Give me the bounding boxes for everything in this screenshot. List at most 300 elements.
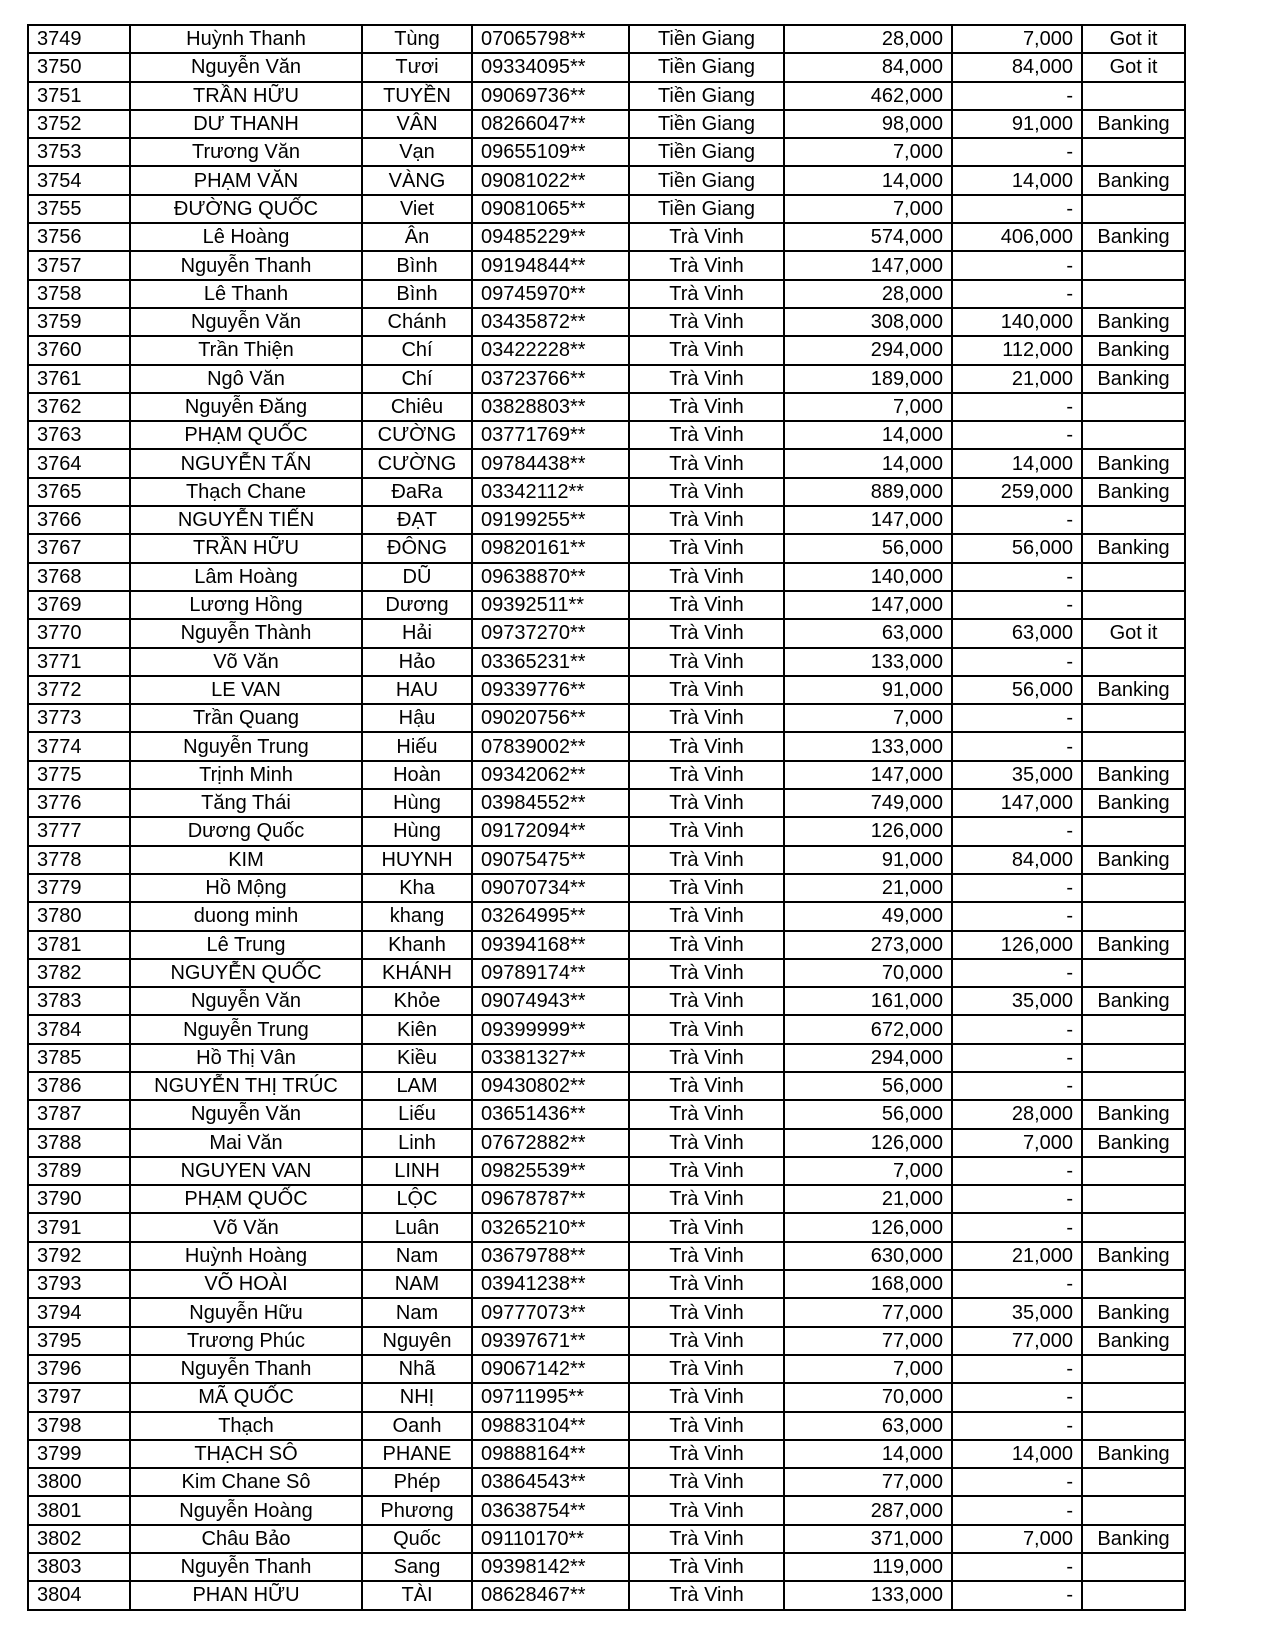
given-name-cell: CƯỜNG: [362, 449, 472, 477]
method-cell: [1082, 648, 1185, 676]
surname-cell: Trương Phúc: [130, 1327, 362, 1355]
province-cell: Trà Vinh: [629, 1496, 784, 1524]
phone-cell: 03365231**: [472, 648, 629, 676]
table-row: [28, 1355, 1185, 1383]
given-name-cell: ĐaRa: [362, 478, 472, 506]
province-cell: Trà Vinh: [629, 1355, 784, 1383]
method-cell: Banking: [1082, 223, 1185, 251]
table-row: [28, 223, 1185, 251]
table-row: [28, 648, 1185, 676]
paid-cell: -: [952, 1044, 1082, 1072]
method-cell: Banking: [1082, 449, 1185, 477]
phone-cell: 09110170**: [472, 1525, 629, 1553]
row-number-cell: 3775: [28, 761, 130, 789]
surname-cell: Huỳnh Thanh: [130, 25, 362, 53]
phone-cell: 03771769**: [472, 421, 629, 449]
table-row: [28, 1129, 1185, 1157]
table-row: [28, 1581, 1185, 1609]
paid-cell: -: [952, 1412, 1082, 1440]
method-cell: [1082, 817, 1185, 845]
province-cell: Trà Vinh: [629, 761, 784, 789]
amount-cell: 14,000: [784, 166, 952, 194]
surname-cell: Lê Hoàng: [130, 223, 362, 251]
given-name-cell: Oanh: [362, 1412, 472, 1440]
paid-cell: -: [952, 591, 1082, 619]
amount-cell: 91,000: [784, 676, 952, 704]
province-cell: Trà Vinh: [629, 336, 784, 364]
province-cell: Trà Vinh: [629, 1213, 784, 1241]
method-cell: [1082, 1496, 1185, 1524]
province-cell: Trà Vinh: [629, 1525, 784, 1553]
table-row: [28, 506, 1185, 534]
paid-cell: -: [952, 704, 1082, 732]
province-cell: Trà Vinh: [629, 1553, 784, 1581]
given-name-cell: LỘC: [362, 1185, 472, 1213]
province-cell: Trà Vinh: [629, 817, 784, 845]
given-name-cell: Luân: [362, 1213, 472, 1241]
amount-cell: 21,000: [784, 874, 952, 902]
given-name-cell: TUYỀN: [362, 82, 472, 110]
phone-cell: 09172094**: [472, 817, 629, 845]
given-name-cell: TÀI: [362, 1581, 472, 1609]
amount-cell: 287,000: [784, 1496, 952, 1524]
amount-cell: 147,000: [784, 761, 952, 789]
table-row: [28, 987, 1185, 1015]
row-number-cell: 3765: [28, 478, 130, 506]
given-name-cell: Hảo: [362, 648, 472, 676]
surname-cell: Kim Chane Sô: [130, 1468, 362, 1496]
paid-cell: 406,000: [952, 223, 1082, 251]
amount-cell: 294,000: [784, 1044, 952, 1072]
paid-cell: 259,000: [952, 478, 1082, 506]
amount-cell: 21,000: [784, 1185, 952, 1213]
row-number-cell: 3777: [28, 817, 130, 845]
phone-cell: 09394168**: [472, 931, 629, 959]
paid-cell: -: [952, 1553, 1082, 1581]
surname-cell: Nguyễn Văn: [130, 1100, 362, 1128]
amount-cell: 672,000: [784, 1015, 952, 1043]
surname-cell: TRẦN HỮU: [130, 534, 362, 562]
table-row: [28, 1553, 1185, 1581]
amount-cell: 14,000: [784, 421, 952, 449]
surname-cell: NGUYỄN THỊ TRÚC: [130, 1072, 362, 1100]
phone-cell: 09789174**: [472, 959, 629, 987]
amount-cell: 126,000: [784, 817, 952, 845]
given-name-cell: Kiên: [362, 1015, 472, 1043]
table-row: [28, 1327, 1185, 1355]
surname-cell: Trịnh Minh: [130, 761, 362, 789]
paid-cell: -: [952, 82, 1082, 110]
row-number-cell: 3782: [28, 959, 130, 987]
province-cell: Trà Vinh: [629, 1129, 784, 1157]
province-cell: Trà Vinh: [629, 1412, 784, 1440]
surname-cell: Châu Bảo: [130, 1525, 362, 1553]
surname-cell: Nguyễn Đăng: [130, 393, 362, 421]
row-number-cell: 3787: [28, 1100, 130, 1128]
table-row: [28, 732, 1185, 760]
paid-cell: -: [952, 1072, 1082, 1100]
surname-cell: Thạch Chane: [130, 478, 362, 506]
paid-cell: -: [952, 1213, 1082, 1241]
province-cell: Tiền Giang: [629, 110, 784, 138]
method-cell: Banking: [1082, 1327, 1185, 1355]
paid-cell: -: [952, 732, 1082, 760]
surname-cell: NGUYỄN TIẾN: [130, 506, 362, 534]
given-name-cell: Bình: [362, 280, 472, 308]
row-number-cell: 3796: [28, 1355, 130, 1383]
method-cell: [1082, 874, 1185, 902]
phone-cell: 09069736**: [472, 82, 629, 110]
province-cell: Trà Vinh: [629, 563, 784, 591]
province-cell: Trà Vinh: [629, 1185, 784, 1213]
amount-cell: 630,000: [784, 1242, 952, 1270]
table-row: [28, 789, 1185, 817]
table-row: [28, 1525, 1185, 1553]
phone-cell: 09020756**: [472, 704, 629, 732]
row-number-cell: 3776: [28, 789, 130, 817]
method-cell: [1082, 902, 1185, 930]
province-cell: Trà Vinh: [629, 1242, 784, 1270]
row-number-cell: 3791: [28, 1213, 130, 1241]
amount-cell: 63,000: [784, 1412, 952, 1440]
method-cell: Banking: [1082, 987, 1185, 1015]
method-cell: [1082, 1355, 1185, 1383]
amount-cell: 119,000: [784, 1553, 952, 1581]
row-number-cell: 3769: [28, 591, 130, 619]
province-cell: Trà Vinh: [629, 1383, 784, 1411]
given-name-cell: Tươi: [362, 53, 472, 81]
given-name-cell: VÂN: [362, 110, 472, 138]
province-cell: Trà Vinh: [629, 732, 784, 760]
surname-cell: Lương Hồng: [130, 591, 362, 619]
paid-cell: -: [952, 1383, 1082, 1411]
table-row: [28, 761, 1185, 789]
row-number-cell: 3783: [28, 987, 130, 1015]
province-cell: Trà Vinh: [629, 1072, 784, 1100]
method-cell: Banking: [1082, 1242, 1185, 1270]
surname-cell: Lê Trung: [130, 931, 362, 959]
phone-cell: 09638870**: [472, 563, 629, 591]
table-row: [28, 1213, 1185, 1241]
row-number-cell: 3774: [28, 732, 130, 760]
row-number-cell: 3781: [28, 931, 130, 959]
row-number-cell: 3770: [28, 619, 130, 647]
row-number-cell: 3756: [28, 223, 130, 251]
province-cell: Trà Vinh: [629, 1298, 784, 1326]
given-name-cell: Phép: [362, 1468, 472, 1496]
province-cell: Tiền Giang: [629, 138, 784, 166]
province-cell: Trà Vinh: [629, 251, 784, 279]
table-row: [28, 846, 1185, 874]
surname-cell: TRẦN HỮU: [130, 82, 362, 110]
surname-cell: Nguyễn Văn: [130, 987, 362, 1015]
method-cell: [1082, 732, 1185, 760]
paid-cell: 14,000: [952, 166, 1082, 194]
amount-cell: 7,000: [784, 1157, 952, 1185]
method-cell: Banking: [1082, 846, 1185, 874]
amount-cell: 168,000: [784, 1270, 952, 1298]
surname-cell: Võ Văn: [130, 648, 362, 676]
province-cell: Trà Vinh: [629, 1327, 784, 1355]
row-number-cell: 3799: [28, 1440, 130, 1468]
surname-cell: ĐƯỜNG QUỐC: [130, 195, 362, 223]
method-cell: Banking: [1082, 478, 1185, 506]
given-name-cell: DŨ: [362, 563, 472, 591]
method-cell: Banking: [1082, 1100, 1185, 1128]
surname-cell: Trần Thiện: [130, 336, 362, 364]
paid-cell: -: [952, 1468, 1082, 1496]
paid-cell: -: [952, 959, 1082, 987]
phone-cell: 03422228**: [472, 336, 629, 364]
amount-cell: 7,000: [784, 1355, 952, 1383]
amount-cell: 7,000: [784, 138, 952, 166]
paid-cell: 112,000: [952, 336, 1082, 364]
table-row: [28, 1383, 1185, 1411]
method-cell: [1082, 1383, 1185, 1411]
amount-cell: 308,000: [784, 308, 952, 336]
row-number-cell: 3793: [28, 1270, 130, 1298]
given-name-cell: Kiều: [362, 1044, 472, 1072]
amount-cell: 7,000: [784, 704, 952, 732]
row-number-cell: 3766: [28, 506, 130, 534]
amount-cell: 140,000: [784, 563, 952, 591]
phone-cell: 03435872**: [472, 308, 629, 336]
surname-cell: DƯ THANH: [130, 110, 362, 138]
amount-cell: 77,000: [784, 1327, 952, 1355]
given-name-cell: Khanh: [362, 931, 472, 959]
given-name-cell: Linh: [362, 1129, 472, 1157]
paid-cell: -: [952, 195, 1082, 223]
paid-cell: -: [952, 902, 1082, 930]
table-row: [28, 1496, 1185, 1524]
paid-cell: 126,000: [952, 931, 1082, 959]
method-cell: [1082, 393, 1185, 421]
paid-cell: 7,000: [952, 1525, 1082, 1553]
phone-cell: 09430802**: [472, 1072, 629, 1100]
table-row: [28, 676, 1185, 704]
method-cell: [1082, 704, 1185, 732]
given-name-cell: Nguyên: [362, 1327, 472, 1355]
phone-cell: 09678787**: [472, 1185, 629, 1213]
paid-cell: -: [952, 393, 1082, 421]
method-cell: Banking: [1082, 336, 1185, 364]
surname-cell: MÃ QUỐC: [130, 1383, 362, 1411]
paid-cell: 147,000: [952, 789, 1082, 817]
paid-cell: 14,000: [952, 449, 1082, 477]
method-cell: Banking: [1082, 1525, 1185, 1553]
given-name-cell: NAM: [362, 1270, 472, 1298]
table-row: [28, 308, 1185, 336]
province-cell: Trà Vinh: [629, 1468, 784, 1496]
amount-cell: 126,000: [784, 1213, 952, 1241]
province-cell: Trà Vinh: [629, 1581, 784, 1609]
method-cell: Banking: [1082, 1129, 1185, 1157]
province-cell: Trà Vinh: [629, 1100, 784, 1128]
paid-cell: -: [952, 280, 1082, 308]
row-number-cell: 3804: [28, 1581, 130, 1609]
method-cell: [1082, 1468, 1185, 1496]
amount-cell: 28,000: [784, 280, 952, 308]
province-cell: Trà Vinh: [629, 223, 784, 251]
amount-cell: 91,000: [784, 846, 952, 874]
phone-cell: 09081065**: [472, 195, 629, 223]
table-row: [28, 1015, 1185, 1043]
phone-cell: 07672882**: [472, 1129, 629, 1157]
method-cell: [1082, 421, 1185, 449]
paid-cell: -: [952, 1581, 1082, 1609]
method-cell: Banking: [1082, 1440, 1185, 1468]
amount-cell: 189,000: [784, 365, 952, 393]
paid-cell: -: [952, 506, 1082, 534]
province-cell: Trà Vinh: [629, 1440, 784, 1468]
amount-cell: 371,000: [784, 1525, 952, 1553]
given-name-cell: Chiêu: [362, 393, 472, 421]
phone-cell: 03264995**: [472, 902, 629, 930]
phone-cell: 03723766**: [472, 365, 629, 393]
paid-cell: 84,000: [952, 846, 1082, 874]
row-number-cell: 3797: [28, 1383, 130, 1411]
phone-cell: 09075475**: [472, 846, 629, 874]
surname-cell: Trương Văn: [130, 138, 362, 166]
table-row: [28, 902, 1185, 930]
given-name-cell: KHÁNH: [362, 959, 472, 987]
table-row: [28, 534, 1185, 562]
surname-cell: NGUYỄN QUỐC: [130, 959, 362, 987]
table-row: [28, 1242, 1185, 1270]
table-row: [28, 1100, 1185, 1128]
amount-cell: 70,000: [784, 1383, 952, 1411]
given-name-cell: Chánh: [362, 308, 472, 336]
surname-cell: PHẠM VĂN: [130, 166, 362, 194]
province-cell: Trà Vinh: [629, 676, 784, 704]
surname-cell: Nguyễn Hữu: [130, 1298, 362, 1326]
method-cell: Banking: [1082, 365, 1185, 393]
surname-cell: Ngô Văn: [130, 365, 362, 393]
given-name-cell: Phương: [362, 1496, 472, 1524]
province-cell: Trà Vinh: [629, 1157, 784, 1185]
method-cell: [1082, 1072, 1185, 1100]
surname-cell: KIM: [130, 846, 362, 874]
amount-cell: 49,000: [784, 902, 952, 930]
surname-cell: THẠCH SÔ: [130, 1440, 362, 1468]
province-cell: Tiền Giang: [629, 195, 784, 223]
method-cell: [1082, 1270, 1185, 1298]
table-row: [28, 1412, 1185, 1440]
phone-cell: 09784438**: [472, 449, 629, 477]
province-cell: Trà Vinh: [629, 1044, 784, 1072]
table-row: [28, 195, 1185, 223]
method-cell: [1082, 591, 1185, 619]
row-number-cell: 3767: [28, 534, 130, 562]
paid-cell: 63,000: [952, 619, 1082, 647]
amount-cell: 28,000: [784, 25, 952, 53]
paid-cell: -: [952, 421, 1082, 449]
given-name-cell: VÀNG: [362, 166, 472, 194]
given-name-cell: Chí: [362, 336, 472, 364]
surname-cell: NGUYEN VAN: [130, 1157, 362, 1185]
amount-cell: 133,000: [784, 732, 952, 760]
phone-cell: 09070734**: [472, 874, 629, 902]
province-cell: Trà Vinh: [629, 987, 784, 1015]
amount-cell: 133,000: [784, 1581, 952, 1609]
amount-cell: 462,000: [784, 82, 952, 110]
given-name-cell: Sang: [362, 1553, 472, 1581]
table-row: [28, 421, 1185, 449]
province-cell: Trà Vinh: [629, 959, 784, 987]
paid-cell: 21,000: [952, 365, 1082, 393]
given-name-cell: HUYNH: [362, 846, 472, 874]
row-number-cell: 3758: [28, 280, 130, 308]
phone-cell: 08628467**: [472, 1581, 629, 1609]
row-number-cell: 3764: [28, 449, 130, 477]
table-row: [28, 138, 1185, 166]
amount-cell: 77,000: [784, 1468, 952, 1496]
row-number-cell: 3800: [28, 1468, 130, 1496]
row-number-cell: 3802: [28, 1525, 130, 1553]
surname-cell: Dương Quốc: [130, 817, 362, 845]
table-row: [28, 25, 1185, 53]
phone-cell: 08266047**: [472, 110, 629, 138]
paid-cell: -: [952, 1157, 1082, 1185]
amount-cell: 147,000: [784, 591, 952, 619]
table-row: [28, 365, 1185, 393]
given-name-cell: LAM: [362, 1072, 472, 1100]
given-name-cell: Khỏe: [362, 987, 472, 1015]
row-number-cell: 3771: [28, 648, 130, 676]
table-row: [28, 1468, 1185, 1496]
table-row: [28, 1157, 1185, 1185]
given-name-cell: khang: [362, 902, 472, 930]
table-row: [28, 704, 1185, 732]
row-number-cell: 3761: [28, 365, 130, 393]
row-number-cell: 3795: [28, 1327, 130, 1355]
row-number-cell: 3762: [28, 393, 130, 421]
paid-cell: -: [952, 648, 1082, 676]
table-row: [28, 478, 1185, 506]
method-cell: [1082, 1412, 1185, 1440]
method-cell: [1082, 138, 1185, 166]
table-row: [28, 959, 1185, 987]
given-name-cell: Viet: [362, 195, 472, 223]
phone-cell: 03342112**: [472, 478, 629, 506]
row-number-cell: 3752: [28, 110, 130, 138]
table-row: [28, 82, 1185, 110]
paid-cell: 77,000: [952, 1327, 1082, 1355]
method-cell: [1082, 1044, 1185, 1072]
amount-cell: 14,000: [784, 449, 952, 477]
province-cell: Trà Vinh: [629, 874, 784, 902]
surname-cell: Nguyễn Thành: [130, 619, 362, 647]
method-cell: [1082, 1553, 1185, 1581]
phone-cell: 09067142**: [472, 1355, 629, 1383]
row-number-cell: 3780: [28, 902, 130, 930]
given-name-cell: NHỊ: [362, 1383, 472, 1411]
paid-cell: 91,000: [952, 110, 1082, 138]
surname-cell: VÕ HOÀI: [130, 1270, 362, 1298]
table-row: [28, 874, 1185, 902]
phone-cell: 09339776**: [472, 676, 629, 704]
row-number-cell: 3803: [28, 1553, 130, 1581]
method-cell: Banking: [1082, 676, 1185, 704]
table-row: [28, 280, 1185, 308]
table-row: [28, 110, 1185, 138]
row-number-cell: 3755: [28, 195, 130, 223]
row-number-cell: 3750: [28, 53, 130, 81]
province-cell: Trà Vinh: [629, 902, 784, 930]
table-row: [28, 563, 1185, 591]
given-name-cell: Hùng: [362, 789, 472, 817]
method-cell: Banking: [1082, 534, 1185, 562]
